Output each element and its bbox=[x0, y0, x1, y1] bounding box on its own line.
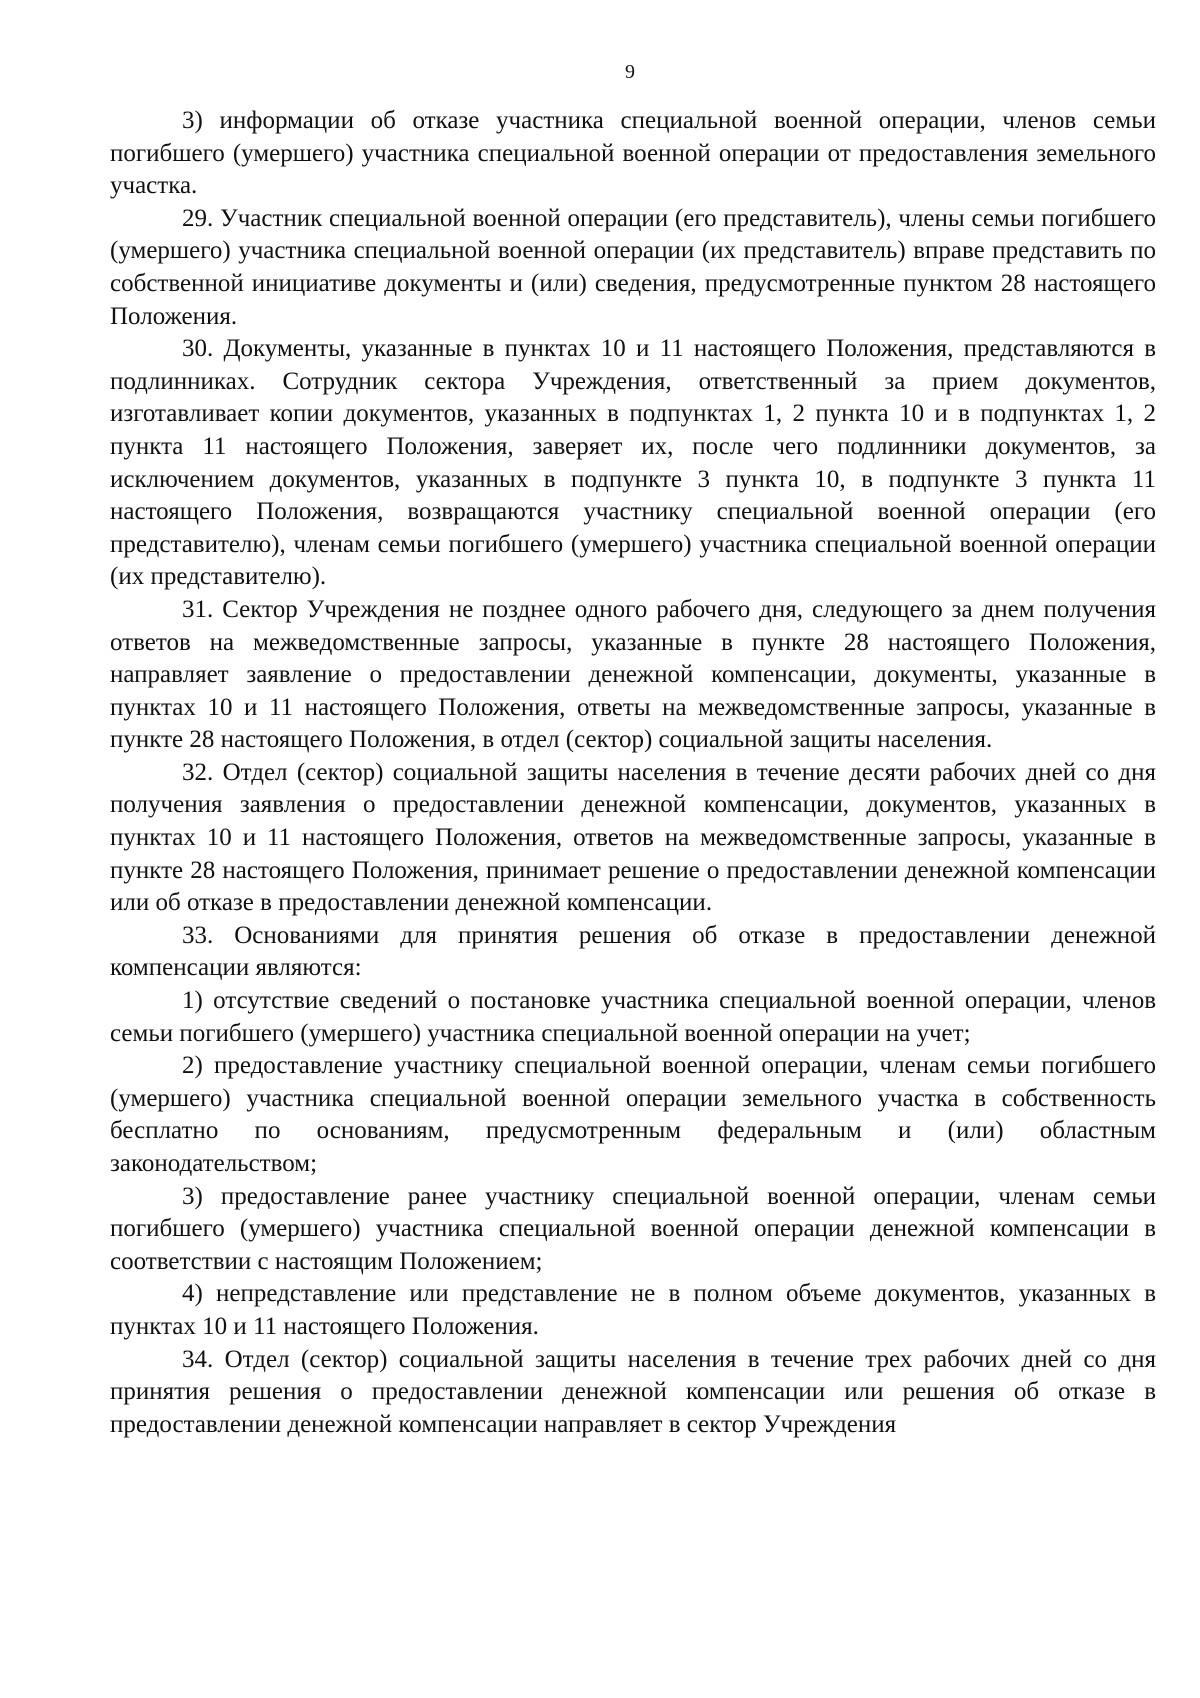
paragraph-33-item-4: 4) непредставление или представление не в полном объеме документов, указанных в пунктах 10 и 11 настоящего Положения. bbox=[110, 1280, 1156, 1340]
paragraph-item-3-info-refusal: 3) информации об отказе участника специальной военной операции, членов семьи погибшего (умершего) участника специальной военной операции от предоставления земельного участка. bbox=[110, 107, 1156, 200]
paragraph-34: 34. Отдел (сектор) социальной защиты населения в течение трех рабочих дней со дня принятия решения о предоставлении денежной компенсации или решения об отказе в предоставлении денежной компенсации направляет в сектор Учреждения bbox=[110, 1345, 1156, 1438]
paragraph-33-item-2: 2) предоставление участнику специальной военной операции, членам семьи погибшего (умершего) участника специальной военной операции земельного участка в собственность бесплатно по основаниям, предусмотренным федеральным и (или) областным законодательством; bbox=[110, 1052, 1156, 1177]
paragraph-29: 29. Участник специальной военной операции (его представитель), члены семьи погибшего (умершего) участника специальной военной операции (их представитель) вправе представить по собственной инициативе документы и (или) сведения, предусмотренные пунктом 28 настоящего Положения. bbox=[110, 204, 1156, 330]
paragraph-31: 31. Сектор Учреждения не позднее одного рабочего дня, следующего за днем получения ответов на межведомственные запросы, указанные в пункте 28 настоящего Положения, направляет заявление о предоставлении денежной компенсации, документы, указанные в пунктах 10 и 11 настоящего Положения, ответы на межведомственные запросы, указанные в пункте 28 настоящего Положения, в отдел (сектор) социальной защиты населения. bbox=[110, 595, 1156, 754]
page-number: 9 bbox=[625, 61, 635, 83]
paragraph-30: 30. Документы, указанные в пунктах 10 и 11 настоящего Положения, представляются в подлинниках. Сотрудник сектора Учреждения, ответственный за прием документов, изготавливает копии документов, указанных в подпунктах 1, 2 пункта 10 и в подпунктах 1, 2 пункта 11 настоящего Положения, заверяет их, после чего подлинники документов, за исключением документов, указанных в подпункте 3 пункта 10, в подпункте 3 пункта 11 настоящего Положения, возвращаются участнику специальной военной операции (его представителю), членам семьи погибшего (умершего) участника специальной военной операции (их представителю). bbox=[110, 335, 1156, 591]
paragraph-33-item-1: 1) отсутствие сведений о постановке участника специальной военной операции, членов семьи погибшего (умершего) участника специальной военной операции на учет; bbox=[110, 987, 1156, 1047]
paragraph-33: 33. Основаниями для принятия решения об отказе в предоставлении денежной компенсации являются: bbox=[110, 921, 1156, 982]
paragraph-32: 32. Отдел (сектор) социальной защиты населения в течение десяти рабочих дней со дня получения заявления о предоставлении денежной компенсации, документов, указанных в пунктах 10 и 11 настоящего Положения, ответов на межведомственные запросы, указанные в пункте 28 настоящего Положения, принимает решение о предоставлении денежной компенсации или об отказе в предоставлении денежной компенсации. bbox=[110, 758, 1156, 917]
document-body bbox=[110, 105, 1156, 1441]
paragraph-33-item-3: 3) предоставление ранее участнику специальной военной операции, членам семьи погибшего (умершего) участника специальной военной операции денежной компенсации в соответствии с настоящим Положением; bbox=[110, 1182, 1156, 1275]
